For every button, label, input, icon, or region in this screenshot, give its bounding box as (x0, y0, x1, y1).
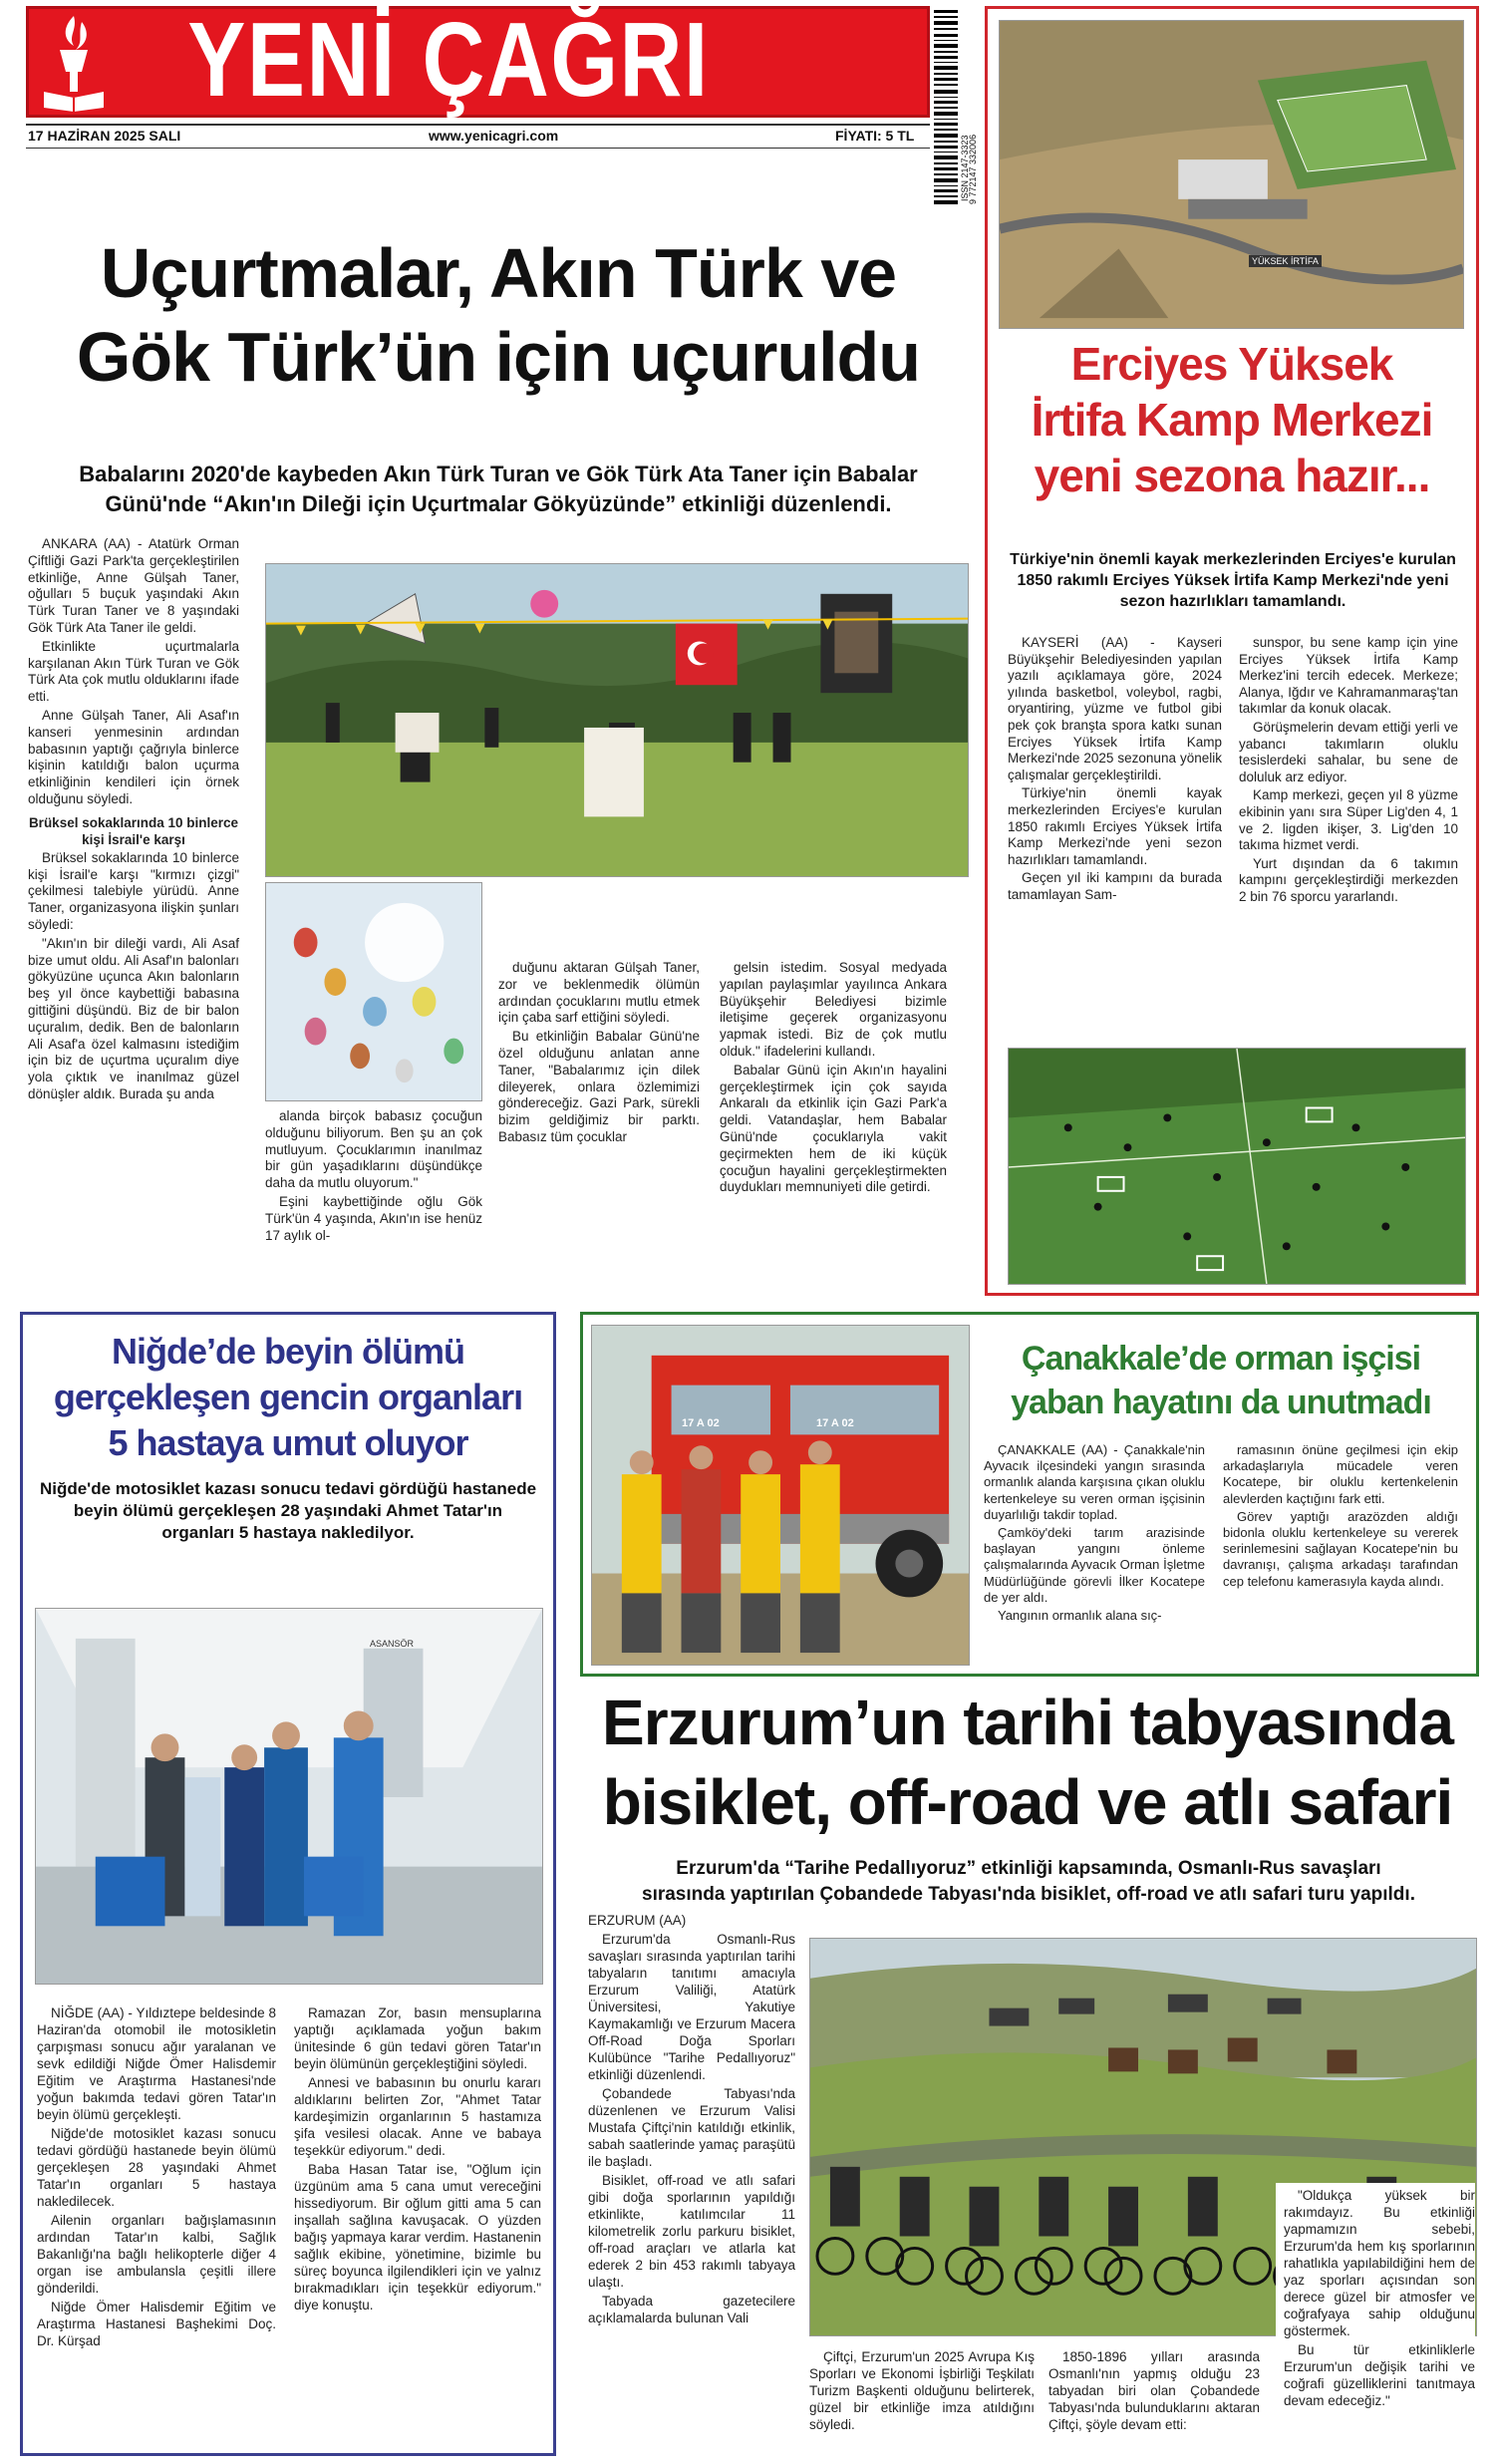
canakkale-photo-firetruck (591, 1325, 970, 1666)
nigde-column-1 (37, 2004, 276, 2351)
erzurum-summary-line2: sırasında yaptırılan Çobandede Tabyası'nda bisiklet, off-road ve atlı safari turu yapıldı. (642, 1884, 1415, 1905)
canakkale-headline-line1: Çanakkale’de orman işçisi (1021, 1340, 1421, 1378)
erciyes-col2-p2: Görüşmelerin devam ettiği yerli ve yabancı takımların oluklu tesislerdeki sahalar, bu sene de doluluk arz ediyor. (1239, 719, 1458, 784)
nigde-column-2 (294, 2004, 541, 2315)
issue-date: 17 HAZİRAN 2025 SALI (28, 128, 181, 144)
canakkale-col1-p2: Çamköy'deki tarım arazisinde başlayan yangını önleme çalışmalarında Ayvacık Orman İşletme Müdürlüğünde görevli İlker Kocatepe de yer aldı. (984, 1525, 1205, 1605)
canakkale-column-2 (1223, 1442, 1458, 1592)
nigde-photo-sign: ASANSÖR (370, 1639, 415, 1649)
nigde-headline-line3: 5 hastaya umut oluyor (108, 1422, 468, 1463)
lead-col3-p1: duğunu aktaran Gülşah Taner, zor ve beklenmedik ölümün ardından çocuklarını mutlu etmek için çaba sarf ettiğini söyledi. (498, 960, 700, 1026)
lead-col1-subhead: Brüksel sokaklarında 10 binlerce kişi İsrail'e karşı (28, 814, 239, 847)
erzurum-col1-p2: Çobandede Tabyası'nda düzenlenen ve Erzurum Valisi Mustafa Çiftçi'nin katıldığı etkinlik, sabah saatlerinde yamaç paraşütü ile başladı. (588, 2086, 795, 2169)
lead-col2-p2: Eşini kaybettiğinde oğlu Gök Türk'ün 4 yaşında, Akın'ın ise henüz 17 aylık ol- (265, 1193, 482, 1243)
nigde-col1-p3: Ailenin organları bağışlamasının ardından Tatar'ın kalbi, Sağlık Bakanlığı'na bağlı helikopterle diğer 4 organ ise ambulansla çeşitli illere gönderildi. (37, 2213, 276, 2296)
erzurum-col1-dateline: ERZURUM (AA) (588, 1913, 687, 1928)
lead-column-2 (265, 1108, 482, 1246)
canakkale-box (580, 1312, 1479, 1677)
canakkale-truck-plate-b: 17 A 02 (816, 1417, 854, 1429)
erciyes-col2-p4: Yurt dışından da 6 takımın kampını gerçekleştirdiği merkezden 2 bin 76 sporcu yararlandı. (1239, 855, 1458, 904)
torch-logo-icon (38, 12, 110, 116)
canakkale-col1-p1: ÇANAKKALE (AA) - Çanakkale'nin Ayvacık ilçesindeki yangın sırasında ormanlık alanda karşısına çıkan oluklu kertenkeleye su veren orman işçisinin duyarlılığı takdir toplad. (984, 1442, 1205, 1522)
lead-photo-balloons (265, 882, 482, 1101)
nigde-headline-line1: Niğde’de beyin ölümü (111, 1331, 465, 1372)
lead-column-1 (28, 536, 239, 1105)
lead-col2-p1: alanda birçok babasız çocuğun olduğunu biliyorum. Ben şu an çok mutluyum. Çocuklarımın inanılmaz bir gün yaşadıklarını düşündükçe daha da mutlu oluyorum." (265, 1108, 482, 1191)
lead-col4-p2: Babalar Günü için Akın'ın hayalini gerçekleştirmek için çok sayıda Ankaralı da etkinlik için Gazi Park'a geldi. Vatandaşlar, hem Babalar Günü'nde çocuklarıyla vakit geçirmekten hem de iki küçük çocuğun hayalini gerçekleştirmekten duydukları memnuniyeti dile getirdi. (720, 1062, 947, 1195)
lead-col1-p1: ANKARA (AA) - Atatürk Orman Çiftliği Gazi Park'ta gerçekleştirilen etkinliğe, Anne Gülşah Taner, oğulları 5 buçuk yaşındaki Akın Türk Turan Taner ve 8 yaşındaki Gök Türk Ata Taner ile geldi. (28, 536, 239, 635)
nigde-box (20, 1312, 556, 2456)
nigde-col2-p1: Ramazan Zor, basın mensuplarına yaptığı açıklamada yoğun bakım ünitesinde 6 gün tedavi gören Tatar'ın beyin ölümünün gerçekleştiğini söyledi. (294, 2005, 541, 2071)
barcode (934, 10, 976, 204)
erciyes-summary: Türkiye'nin önemli kayak merkezlerinden Erciyes'e kurulan 1850 rakımlı Erciyes Yüksek İrtifa Kamp Merkezi'nde yeni sezon hazırlıkları tamamlandı. (1010, 551, 1456, 610)
canakkale-column-1 (984, 1442, 1205, 1626)
canakkale-truck-plate-a: 17 A 02 (682, 1417, 720, 1429)
lead-col3-p2: Bu etkinliğin Babalar Günü'ne özel olduğunu anlatan anne Taner, "Babalarımız için dilek dileyerek, onlara özlemimizi göndereceğiz. Gazi Park, sürekli bizim geldiğimiz bir parktı. Babasız tüm çocuklar (498, 1029, 700, 1144)
nigde-summary: Niğde'de motosiklet kazası sonucu tedavi gördüğü hastanede beyin ölümü gerçekleşen 28 yaşındaki Ahmet Tatar'ın organları 5 hastaya nakledilyor. (39, 1479, 537, 1542)
nigde-headline-line2: gerçekleşen gencin organları (53, 1377, 523, 1417)
erciyes-headline-line2: İrtifa Kamp Merkezi (1031, 394, 1433, 446)
erciyes-col1-p2: Türkiye'nin önemli kayak merkezlerinden Erciyes'e kurulan 1850 rakımlı Erciyes Yüksek İrtifa Kamp Merkezi'nde yeni sezon hazırlıkları tamamlandı. (1008, 785, 1222, 867)
lead-column-3 (498, 960, 700, 1148)
lead-col1-p5: "Akın'ın bir dileği vardı, Ali Asaf bize umut oldu. Ali Asaf'ın balonları gökyüzüne uçunca Akın balonların beş yıl önce kaybettiği babasına gittiğini düşündü. Biz de bir balon uçuralım, dedik. Ben de balonların Ali Asaf'a özel kalmasını istediğim için biz de uçurtma uçuralım diye yola çıktık ve inanılmaz güzel dönüşler aldık. Burada şu anda (28, 935, 239, 1101)
erciyes-col1-p3: Geçen yıl iki kampını da burada tamamlayan Sam- (1008, 870, 1222, 902)
barcode-issn: ISSN 2147-3323 (960, 135, 970, 201)
lead-headline-line2: Gök Türk’ün için uçuruldu (76, 318, 921, 396)
erzurum-column-1 (588, 1912, 795, 2328)
masthead (18, 1, 930, 201)
masthead-rule-bottom (26, 148, 930, 149)
erciyes-col2-p3: Kamp merkezi, geçen yıl 8 yüzme ekibinin yanı sıra Süper Lig'den 4, 1 ve 2. ligden ikişer, 3. Lig'den 10 takıma hizmet verdi. (1239, 787, 1458, 853)
erciyes-photo-training (1008, 1048, 1466, 1285)
erciyes-column-1 (1008, 635, 1222, 906)
lead-photo-kites (265, 563, 969, 877)
erciyes-photo-sign: YÜKSEK İRTİFA (1249, 255, 1322, 267)
erciyes-photo-aerial (999, 20, 1464, 329)
erzurum-headline-line2: bisiklet, off-road ve atlı safari (602, 1766, 1453, 1838)
issue-price: FİYATI: 5 TL (835, 128, 915, 144)
erzurum-summary-line1: Erzurum'da “Tarihe Pedallıyoruz” etkinliği kapsamında, Osmanlı-Rus savaşları (676, 1858, 1381, 1879)
canakkale-col1-p3: Yangının ormanlık alana sıç- (998, 1608, 1162, 1624)
erzurum-col4-p2: Bu tür etkinliklerle Erzurum'un değişik tarihi ve coğrafi güzelliklerini tanıtmaya devam edeceğiz." (1284, 2342, 1475, 2408)
masthead-title: YENİ ÇAĞRI (187, 1, 710, 119)
erciyes-box (985, 6, 1479, 1296)
nigde-col2-p2: Annesi ve babasının bu onurlu kararı aldıklarını belirten Zor, "Ahmet Tatar kardeşimizin organlarının 5 hastamıza şifa vesilesi olacak. Anne ve babaya teşekkür ediyorum." dedi. (294, 2075, 541, 2158)
nigde-col1-p2: Niğde'de motosiklet kazası sonucu tedavi gördüğü hastanede beyin ölümü gerçekleşen 28 yaşındaki Ahmet Tatar'ın organları 5 hastaya nakledilecek. (37, 2126, 276, 2209)
canakkale-col2-p2: Görev yaptığı arazözden aldığı bidonla oluklu kertenkeleye su vererek serinlemesini sağlayan Kocatepe'nin bu davranışı, çalışma arkadaşı tarafından cep telefonu kamerasıyla kayda alındı. (1223, 1508, 1458, 1589)
erzurum-col1-p3: Bisiklet, off-road ve atlı safari gibi doğa sporlarının yapıldığı etkinlikte, katılımcılar 11 kilometrelik zorlu parkuru bisiklet, off-road araçları ve atlarla kat ederek 2 bin 453 rakımlı tabyaya ulaştı. (588, 2173, 795, 2290)
lead-col1-p4: Brüksel sokaklarında 10 binlerce kişi İsrail'e karşı "kırmızı çizgi" çekilmesi talebiyle yürüdü. Anne Taner, organizasyona ilişkin şunları söyledi: (28, 849, 239, 932)
nigde-col1-p1: NİĞDE (AA) - Yıldıztepe beldesinde 8 Haziran'da otomobil ile motosikletin çarpışması sonucu ağır yaralanan ve sevk edildiği Niğde Ömer Halisdemir Eğitim ve Araştırma Hastanesi'nde yoğun bakımda tedavi gören Tatar'ın beyin ölümü gerçekleşti. (37, 2005, 276, 2122)
erciyes-column-2 (1239, 635, 1458, 908)
nigde-photo-hospital (35, 1608, 543, 1985)
erzurum-column-4 (1276, 2183, 1475, 2411)
lead-col4-p1: gelsin istedim. Sosyal medyada yapılan paylaşımlar yayılınca Ankara Büyükşehir Belediyesi bizimle iletişime geçerek organizasyonu yapmak istedi. Biz de çok mutlu olduk." ifadelerini kullandı. (720, 960, 947, 1059)
erzurum-col4-p1: "Oldukça yüksek bir rakımdayız. Bu etkinliği yapmamızın sebebi, Erzurum'da hem kış sporlarının rahatlıkla yapılabildiğini hem de yaz sporları açısından son derece güzel bir atmosfer ve coğrafyaya sahip olduğunu göstermek. (1284, 2188, 1475, 2338)
erciyes-headline-line3: yeni sezona hazır... (1034, 450, 1430, 501)
canakkale-headline-line2: yaban hayatını da unutmadı (1011, 1384, 1431, 1421)
barcode-number: 9 772147 332006 (968, 134, 978, 204)
erciyes-col1-p1: KAYSERİ (AA) - Kayseri Büyükşehir Belediyesinden yapılan yazılı açıklamaya göre, 2024 yılında basketbol, voleybol, ragbi, oryantiring, yüzme ve futbol gibi pek çok branşta spora katkı sunan Erciyes Yüksek İrtifa Kamp Merkezi'nde 2025 sezonuna yönelik çalışmalar gerçekleştirildi. (1008, 635, 1222, 782)
masthead-rule (26, 124, 930, 126)
barcode-bars-icon (934, 10, 958, 204)
lead-summary-line1: Babalarını 2020'de kaybeden Akın Türk Turan ve Gök Türk Ata Taner için Babalar (79, 462, 918, 486)
lead-col1-p2: Etkinlikte uçurtmalarla karşılanan Akın Türk Turan ve Gök Türk Ata çok mutlu olduklarını ifade etti. (28, 638, 239, 705)
erzurum-col3-p1: 1850-1896 yılları arasında Osmanlı'nın yapmış olduğu 23 tabyadan biri olan Çobandede Tabyası'nda bulunduklarını aktaran Çiftçi, şöyle devam etti: (1048, 2349, 1260, 2432)
erzurum-col1-p4: Tabyada gazetecilere açıklamalarda bulunan Vali (588, 2294, 795, 2325)
nigde-col2-p3: Baba Hasan Tatar ise, "Oğlum için üzgünüm ama 5 cana umut vereceğini hissediyorum. Bir oğlum gitti ama 5 can inşallah sağlına kavuşacak. O yüzden bağış yapmaya karar verdim. Hastanenin sağlık ekibine, yönetimine, bizimle bu süreç boyunca ilgilendikleri için ve yalnız bırakmadıkları için teşekkür ediyorum." diye konuştu. (294, 2162, 541, 2312)
canakkale-col2-p1: ramasının önüne geçilmesi için ekip arkadaşlarıyla mücadele veren Kocatepe, bir oluklu kertenkelenin alevlerden kaçtığını fark etti. (1223, 1442, 1458, 1506)
erzurum-column-3 (1048, 2348, 1260, 2435)
erzurum-col2-p1: Çiftçi, Erzurum'un 2025 Avrupa Kış Sporları ve Ekonomi İşbirliği Teşkilatı Turizm Başkenti olduğunu belirterek, güzel bir etkinliğe imza atıldığını söyledi. (809, 2349, 1035, 2432)
website-link[interactable]: www.yenicagri.com (429, 128, 559, 144)
lead-summary-line2: Günü'nde “Akın'ın Dileği için Uçurtmalar Gökyüzünde” etkinliği düzenlendi. (105, 491, 892, 516)
erzurum-col1-p1: Erzurum'da Osmanlı-Rus savaşları sırasında yaptırılan tarihi tabyaların tanıtımı amacıyla Erzurum Valiliği, Atatürk Üniversitesi, Yakutiye Kaymakamlığı ve Erzurum Macera Off-Road Doğa Sporları Kulübünce "Tarihe Pedallıyoruz" etkinliği düzenlendi. (588, 1932, 795, 2082)
lead-headline-line1: Uçurtmalar, Akın Türk ve (100, 234, 897, 312)
nigde-col1-p4: Niğde Ömer Halisdemir Eğitim ve Araştırma Hastanesi Başhekimi Doç. Dr. Kürşad (37, 2300, 276, 2348)
erzurum-headline-line1: Erzurum’un tarihi tabyasında (602, 1687, 1453, 1758)
erzurum-column-2 (809, 2348, 1035, 2435)
lead-col1-p3: Anne Gülşah Taner, Ali Asaf'ın kanseri yenmesinin ardından babasının yaptığı çağrıyla binlerce kişinin katıldığı balon uçurma etkinliğinin kendileri için örnek olduğunu söyledi. (28, 707, 239, 806)
lead-column-4 (720, 960, 947, 1198)
erciyes-col2-p1: sunspor, bu sene kamp için yine Erciyes Yüksek İrtifa Kamp Merkez'ini tercih edecek. Merkeze; Alanya, Iğdır ve Kahramanmaraş'tan takımlar da konuk olacak. (1239, 635, 1458, 717)
erciyes-headline-line1: Erciyes Yüksek (1070, 338, 1393, 390)
